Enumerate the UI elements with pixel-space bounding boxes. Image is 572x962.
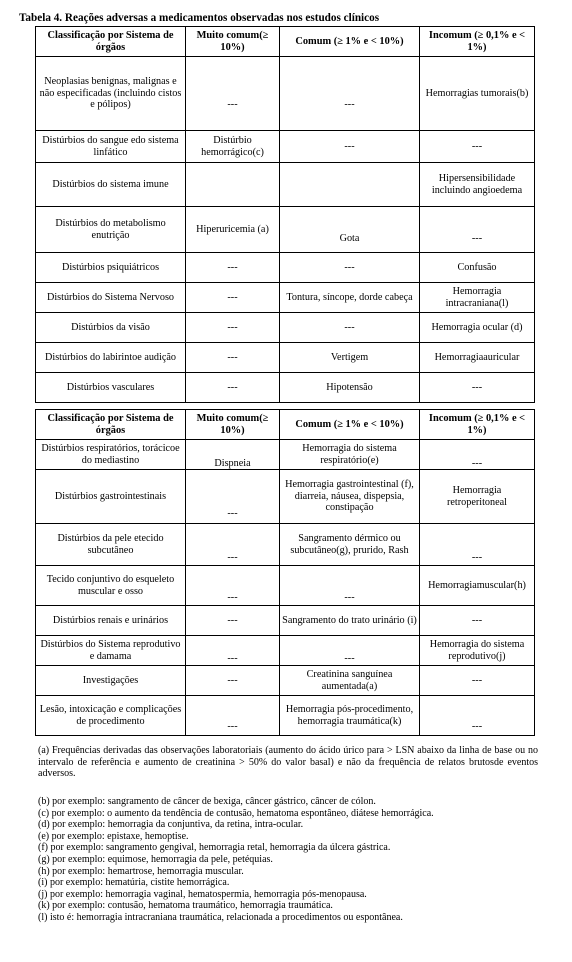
cell-uncommon: --- xyxy=(420,131,535,163)
cell-system: Neoplasias benignas, malignas e não especificadas (incluindo cistos e pólipos) xyxy=(36,57,186,131)
table-row xyxy=(36,696,535,736)
footnote: (f) por exemplo: sangramento gengival, hemorragia retal, hemorragia da úlcera gástrica. xyxy=(38,842,391,854)
cell-common: Vertigem xyxy=(280,343,420,373)
cell-system: Distúrbios vasculares xyxy=(36,373,186,403)
cell-common: --- xyxy=(280,313,420,343)
table-row xyxy=(36,253,535,283)
table-row xyxy=(36,131,535,163)
cell-system: Distúrbios do metabolismo enutrição xyxy=(36,207,186,253)
footnotes-list xyxy=(38,796,538,924)
footnote: (d) por exemplo: hemorragia da conjuntiva, da retina, intra-ocular. xyxy=(38,819,304,831)
cell-uncommon: --- xyxy=(420,696,535,736)
cell-uncommon: Hemorragia do sistema reprodutivo(j) xyxy=(420,636,535,666)
footnote: (h) por exemplo: hemartrose, hemorragia muscular. xyxy=(38,865,244,877)
table-row xyxy=(36,373,535,403)
table-title: Tabela 4. Reações adversas a medicamentos observadas nos estudos clínicos xyxy=(19,12,380,24)
adverse-reactions-table-1 xyxy=(35,26,535,403)
cell-very-common: --- xyxy=(186,524,280,566)
cell-uncommon: --- xyxy=(420,440,535,470)
cell-uncommon: Hemorragiaauricular xyxy=(420,343,535,373)
cell-uncommon: Hemorragiamuscular(h) xyxy=(420,566,535,606)
table-row xyxy=(36,636,535,666)
cell-system: Distúrbios do Sistema Nervoso xyxy=(36,283,186,313)
table-row xyxy=(36,524,535,566)
footnote-a-text: (a) Frequências derivadas das observações laboratoriais (aumento do ácido úrico para > LSN abaixo da linha de base ou no intervalo de referência e aumento de creatinina > 50% do valor basal) e não da frequência de relatos brutosde eventos adversos. xyxy=(38,745,538,780)
cell-very-common xyxy=(186,163,280,207)
footnote: (b) por exemplo: sangramento de câncer de bexiga, câncer gástrico, câncer de cólon. xyxy=(38,796,376,807)
adverse-reactions-table-2 xyxy=(35,409,535,736)
cell-common: --- xyxy=(280,57,420,131)
cell-uncommon: --- xyxy=(420,606,535,636)
cell-common: --- xyxy=(280,636,420,666)
header-very-common: Muito comum(≥ 10%) xyxy=(186,27,280,57)
table-row xyxy=(36,207,535,253)
footnote: (g) por exemplo: equimose, hemorragia da pele, petéquias. xyxy=(38,853,273,865)
cell-common: Hemorragia gastrointestinal (f), diarreia, náusea, dispepsia, constipação xyxy=(280,470,420,524)
cell-common: Hemorragia do sistema respiratório(e) xyxy=(280,440,420,470)
footnote: (e) por exemplo: epistaxe, hemoptise. xyxy=(38,830,189,842)
cell-system: Tecido conjuntivo do esqueleto muscular e osso xyxy=(36,566,186,606)
header-classification: Classificação por Sistema de órgãos xyxy=(36,27,186,57)
table-row xyxy=(36,313,535,343)
cell-very-common: Hiperuricemia (a) xyxy=(186,207,280,253)
cell-common: Hemorragia pós-procedimento, hemorragia traumática(k) xyxy=(280,696,420,736)
cell-common xyxy=(280,163,420,207)
header-classification: Classificação por Sistema de órgãos xyxy=(36,410,186,440)
cell-very-common: --- xyxy=(186,636,280,666)
cell-very-common: --- xyxy=(186,313,280,343)
table-row xyxy=(36,343,535,373)
cell-very-common: --- xyxy=(186,373,280,403)
table-row xyxy=(36,57,535,131)
cell-uncommon: Hemorragias tumorais(b) xyxy=(420,57,535,131)
cell-uncommon: --- xyxy=(420,666,535,696)
cell-very-common: Distúrbio hemorrágico(c) xyxy=(186,131,280,163)
cell-system: Distúrbios da pele etecido subcutâneo xyxy=(36,524,186,566)
table-row xyxy=(36,470,535,524)
footnote-a xyxy=(38,745,538,780)
cell-common: --- xyxy=(280,566,420,606)
cell-common: --- xyxy=(280,131,420,163)
table-row xyxy=(36,566,535,606)
cell-very-common: --- xyxy=(186,566,280,606)
cell-very-common: --- xyxy=(186,253,280,283)
footnote: (i) por exemplo: hematúria, cistite hemorrágica. xyxy=(38,877,230,889)
cell-system: Distúrbios respiratórios, torácicoe do mediastino xyxy=(36,440,186,470)
cell-common: Hipotensão xyxy=(280,373,420,403)
cell-common: Gota xyxy=(280,207,420,253)
cell-common: Sangramento dérmico ou subcutâneo(g), prurido, Rash xyxy=(280,524,420,566)
cell-uncommon: Hemorragia retroperitoneal xyxy=(420,470,535,524)
table-header-row xyxy=(36,410,535,440)
cell-uncommon: Hipersensibilidade incluindo angioedema xyxy=(420,163,535,207)
table-row xyxy=(36,440,535,470)
footnote: (k) por exemplo: contusão, hematoma traumático, hemorragia traumática. xyxy=(38,900,333,912)
header-very-common: Muito comum(≥ 10%) xyxy=(186,410,280,440)
cell-uncommon: Hemorragia ocular (d) xyxy=(420,313,535,343)
cell-very-common: --- xyxy=(186,283,280,313)
cell-uncommon: --- xyxy=(420,207,535,253)
cell-very-common: --- xyxy=(186,57,280,131)
footnote: (c) por exemplo: o aumento da tendência de contusão, hematoma espontâneo, diátese hemorrágica. xyxy=(38,807,434,819)
cell-very-common: --- xyxy=(186,666,280,696)
cell-system: Distúrbios do Sistema reprodutivo e damama xyxy=(36,636,186,666)
cell-very-common: Dispneia xyxy=(186,440,280,470)
cell-common: Sangramento do trato urinário (i) xyxy=(280,606,420,636)
cell-system: Distúrbios do labirintoe audição xyxy=(36,343,186,373)
table-row xyxy=(36,283,535,313)
header-uncommon: Incomum (≥ 0,1% e < 1%) xyxy=(420,410,535,440)
header-uncommon: Incomum (≥ 0,1% e < 1%) xyxy=(420,27,535,57)
cell-very-common: --- xyxy=(186,343,280,373)
cell-common: --- xyxy=(280,253,420,283)
cell-common: Tontura, síncope, dorde cabeça xyxy=(280,283,420,313)
cell-uncommon: Hemorragia intracraniana(l) xyxy=(420,283,535,313)
table-row xyxy=(36,666,535,696)
cell-system: Distúrbios da visão xyxy=(36,313,186,343)
cell-uncommon: Confusão xyxy=(420,253,535,283)
cell-very-common: --- xyxy=(186,470,280,524)
table-row xyxy=(36,606,535,636)
footnote: (j) por exemplo: hemorragia vaginal, hematospermia, hemorragia pós-menopausa. xyxy=(38,888,367,900)
header-common: Comum (≥ 1% e < 10%) xyxy=(280,27,420,57)
cell-very-common: --- xyxy=(186,696,280,736)
cell-system: Investigações xyxy=(36,666,186,696)
cell-system: Distúrbios do sistema imune xyxy=(36,163,186,207)
header-common: Comum (≥ 1% e < 10%) xyxy=(280,410,420,440)
cell-system: Lesão, intoxicação e complicações de procedimento xyxy=(36,696,186,736)
cell-system: Distúrbios gastrointestinais xyxy=(36,470,186,524)
cell-common: Creatinina sanguínea aumentada(a) xyxy=(280,666,420,696)
cell-system: Distúrbios renais e urinários xyxy=(36,606,186,636)
cell-very-common: --- xyxy=(186,606,280,636)
table-header-row xyxy=(36,27,535,57)
cell-system: Distúrbios do sangue edo sistema linfático xyxy=(36,131,186,163)
table-row xyxy=(36,163,535,207)
footnote: (l) isto é: hemorragia intracraniana traumática, relacionada a procedimentos ou espontânea. xyxy=(38,911,403,923)
cell-system: Distúrbios psiquiátricos xyxy=(36,253,186,283)
cell-uncommon: --- xyxy=(420,373,535,403)
cell-uncommon: --- xyxy=(420,524,535,566)
